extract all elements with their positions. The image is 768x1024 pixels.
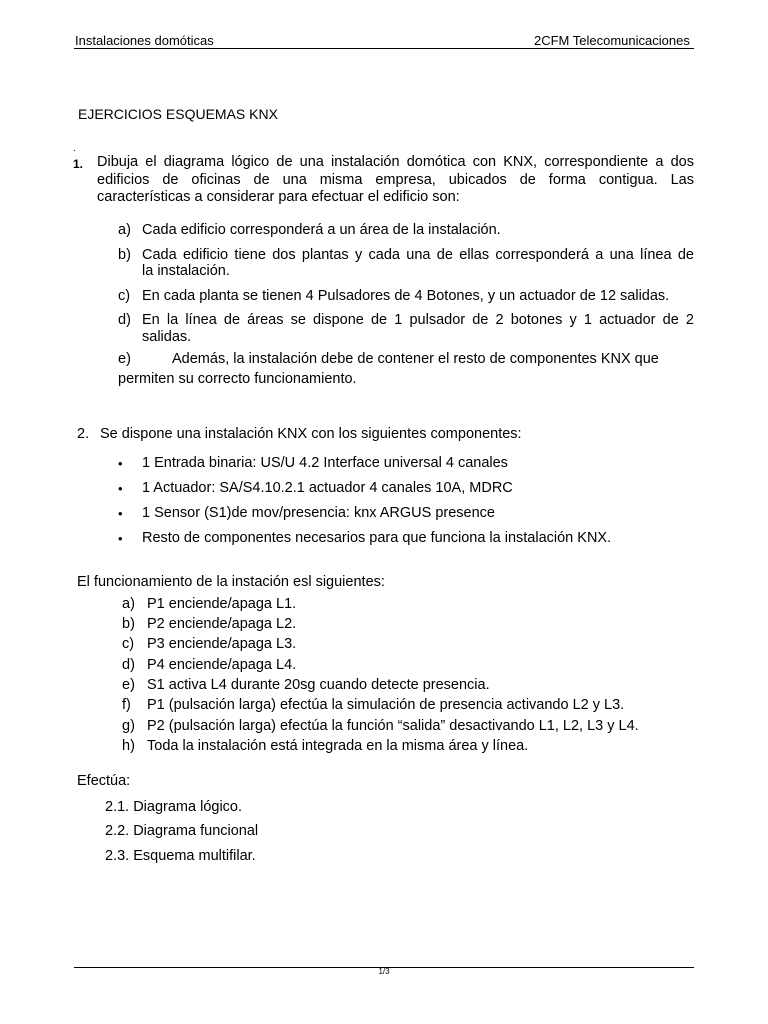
exercise-2-number: 2. — [77, 426, 90, 442]
operation-text: P2 enciende/apaga L2. — [147, 616, 297, 632]
bullet-icon: • — [118, 456, 123, 471]
operation-marker: g) — [122, 718, 135, 734]
tasks-intro: Efectúa: — [77, 773, 131, 789]
exercise-1-intro-line: edificios de oficinas de una misma empresa, ubicados de forma contigua. Las — [97, 172, 694, 188]
page-number: 1/3 — [378, 967, 390, 976]
header-right-text: 2CFM Telecomunicaciones — [534, 33, 690, 48]
operation-marker: a) — [122, 596, 135, 612]
operation-marker: b) — [122, 616, 135, 632]
operation-marker: c) — [122, 636, 135, 652]
component-item: 1 Entrada binaria: US/U 4.2 Interface universal 4 canales — [142, 455, 508, 471]
component-item: Resto de componentes necesarios para que funciona la instalación KNX. — [142, 530, 612, 546]
operation-text: P2 (pulsación larga) efectúa la función “salida” desactivando L1, L2, L3 y L4. — [147, 718, 639, 734]
exercise-1-item-marker: e) — [118, 351, 131, 367]
exercise-1-number: 1. — [73, 157, 84, 171]
component-item: 1 Actuador: SA/S4.10.2.1 actuador 4 canales 10A, MDRC — [142, 480, 513, 496]
exercise-1-item-text: Cada edificio corresponderá a un área de la instalación. — [142, 222, 501, 238]
exercise-1-item-text: En cada planta se tienen 4 Pulsadores de 4 Botones, y un actuador de 12 salidas. — [142, 288, 670, 304]
task-item: 2.2. Diagrama funcional — [105, 823, 259, 839]
exercise-2-intro: Se dispone una instalación KNX con los siguientes componentes: — [100, 426, 522, 442]
exercise-1-intro-line: características a considerar para efectuar el edificio son: — [97, 189, 460, 205]
operation-marker: e) — [122, 677, 135, 693]
exercise-1-intro-line: Dibuja el diagrama lógico de una instalación domótica con KNX, correspondiente a dos — [97, 154, 694, 170]
exercise-1-item-text: permiten su correcto funcionamiento. — [118, 371, 357, 387]
exercise-1-item-marker: b) — [118, 247, 131, 263]
operation-text: P1 enciende/apaga L1. — [147, 596, 297, 612]
bullet-icon: • — [118, 506, 123, 521]
page-title: EJERCICIOS ESQUEMAS KNX — [78, 106, 278, 122]
exercise-1-item-marker: a) — [118, 222, 131, 238]
operation-marker: h) — [122, 738, 135, 754]
exercise-1-item-text: la instalación. — [142, 263, 230, 279]
exercise-1-item-text: Además, la instalación debe de contener el resto de componentes KNX que — [172, 351, 659, 367]
operation-text: P3 enciende/apaga L3. — [147, 636, 297, 652]
bullet-icon: • — [118, 531, 123, 546]
exercise-1-item-text: Cada edificio tiene dos plantas y cada una de ellas corresponderá a una línea de — [142, 247, 694, 263]
task-item: 2.1. Diagrama lógico. — [105, 799, 243, 815]
exercise-1-item-text: En la línea de áreas se dispone de 1 pulsador de 2 botones y 1 actuador de 2 — [142, 312, 694, 328]
header-divider — [74, 48, 694, 49]
exercise-1-item-marker: c) — [118, 288, 131, 304]
operation-text: P1 (pulsación larga) efectúa la simulación de presencia activando L2 y L3. — [147, 697, 625, 713]
operation-text: S1 activa L4 durante 20sg cuando detecte presencia. — [147, 677, 490, 693]
stray-mark: . — [73, 143, 76, 154]
exercise-1-item-text: salidas. — [142, 329, 192, 345]
operation-marker: f) — [122, 697, 131, 713]
operation-intro: El funcionamiento de la instación esl siguientes: — [77, 574, 385, 590]
operation-text: P4 enciende/apaga L4. — [147, 657, 297, 673]
task-item: 2.3. Esquema multifilar. — [105, 848, 256, 864]
header-left-text: Instalaciones domóticas — [75, 33, 214, 48]
bullet-icon: • — [118, 481, 123, 496]
operation-text: Toda la instalación está integrada en la misma área y línea. — [147, 738, 529, 754]
component-item: 1 Sensor (S1)de mov/presencia: knx ARGUS presence — [142, 505, 495, 521]
operation-marker: d) — [122, 657, 135, 673]
exercise-1-item-marker: d) — [118, 312, 131, 328]
